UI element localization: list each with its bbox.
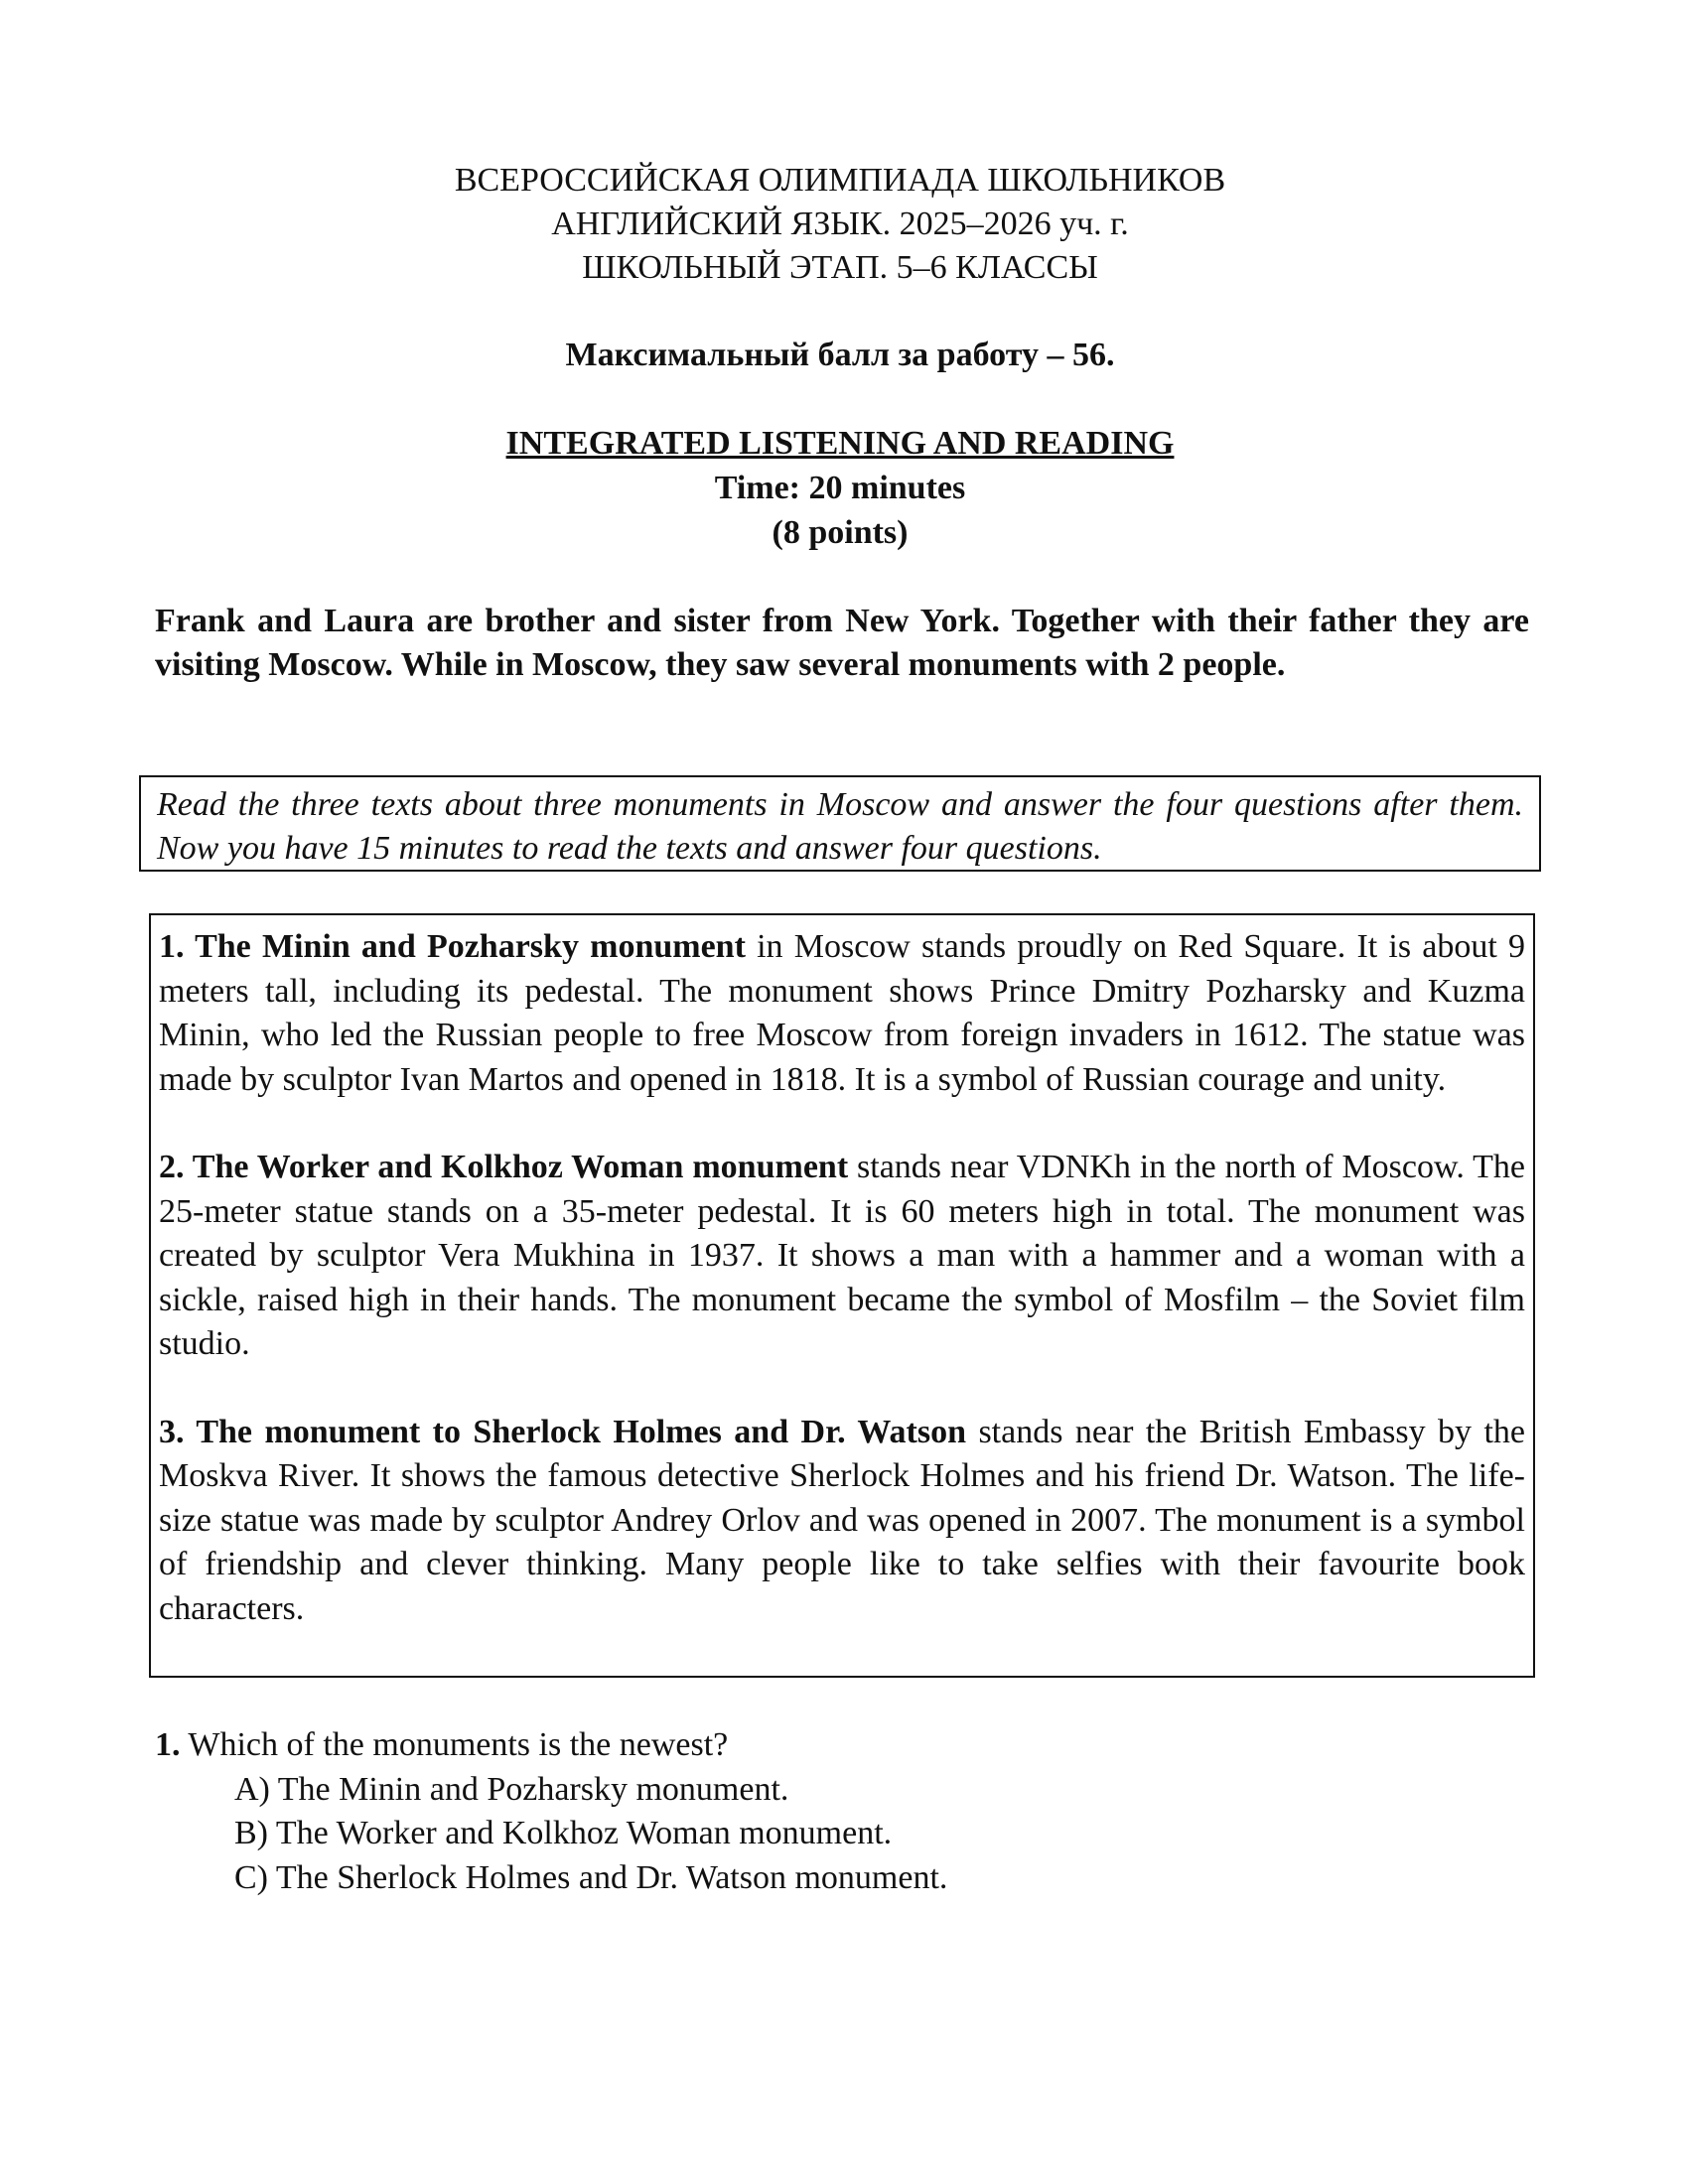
monument-text-2-body: stands near VDNKh in the north of Moscow. The 25-meter statue stands on a 35-meter pedestal. It is 60 meters high in total. The monument was created by sculptor Vera Mukhina in 1937. It shows a man with a hammer and a woman with a sickle, raised high in their hands. The monument became the symbol of Mosfilm – the Soviet film studio. (159, 1149, 1525, 1362)
monument-text-1-body: in Moscow stands proudly on Red Square. It is about 9 meters tall, including its pedestal. The monument shows Prince Dmitry Pozharsky and Kuzma Minin, who led the Russian people to free Moscow from foreign invaders in 1612. The statue was made by sculptor Ivan Martos and opened in 1818. It is a symbol of Russian courage and unity. (159, 928, 1525, 1098)
monument-text-3-body: stands near the British Embassy by the Moskva River. It shows the famous detective Sherlock Holmes and his friend Dr. Watson. The life-size statue was made by sculptor Andrey Orlov and was opened in 2007. The monument is a symbol of friendship and clever thinking. Many people like to take selfies with their favourite book characters. (159, 1413, 1526, 1627)
header-line-3: ШКОЛЬНЫЙ ЭТАП. 5–6 КЛАССЫ (582, 249, 1098, 286)
question-1-number: 1. (155, 1726, 181, 1763)
monument-text-3-heading: 3. The monument to Sherlock Holmes and Dr. Watson (159, 1413, 966, 1450)
section-heading (139, 421, 1541, 555)
monument-text-2 (159, 1146, 1525, 1367)
section-time: Time: 20 minutes (714, 470, 966, 506)
header-line-1: ВСЕРОССИЙСКАЯ ОЛИМПИАДА ШКОЛЬНИКОВ (454, 162, 1226, 199)
max-score: Максимальный балл за работу – 56. (565, 337, 1115, 373)
header-line-2: АНГЛИЙСКИЙ ЯЗЫК. 2025–2026 уч. г. (551, 205, 1129, 242)
intro-paragraph: Frank and Laura are brother and sister from New York. Together with their father they are visiting Moscow. While in Moscow, they saw several monuments with 2 people. (155, 603, 1529, 683)
olympiad-header (139, 159, 1541, 290)
monument-text-2-heading: 2. The Worker and Kolkhoz Woman monument (159, 1149, 849, 1185)
question-1-option-b: B) The Worker and Kolkhoz Woman monument. (234, 1815, 893, 1851)
question-1-options (155, 1768, 1346, 1901)
section-title: INTEGRATED LISTENING AND READING (505, 425, 1175, 462)
monument-text-1-heading: 1. The Minin and Pozharsky monument (159, 928, 746, 965)
instructions-box: Read the three texts about three monuments in Moscow and answer the four questions after them. Now you have 15 minutes to read the texts and answer four questions. (139, 775, 1541, 872)
monument-text-3 (159, 1411, 1525, 1632)
question-1 (155, 1723, 1346, 1900)
question-1-text: Which of the monuments is the newest? (180, 1726, 729, 1763)
question-1-prompt (155, 1723, 1346, 1768)
monument-texts-box (149, 913, 1535, 1678)
question-1-option-a: A) The Minin and Pozharsky monument. (234, 1770, 789, 1808)
monument-text-1 (159, 925, 1525, 1102)
question-1-option-c: C) The Sherlock Holmes and Dr. Watson monument. (234, 1858, 948, 1896)
section-points: (8 points) (772, 514, 909, 551)
